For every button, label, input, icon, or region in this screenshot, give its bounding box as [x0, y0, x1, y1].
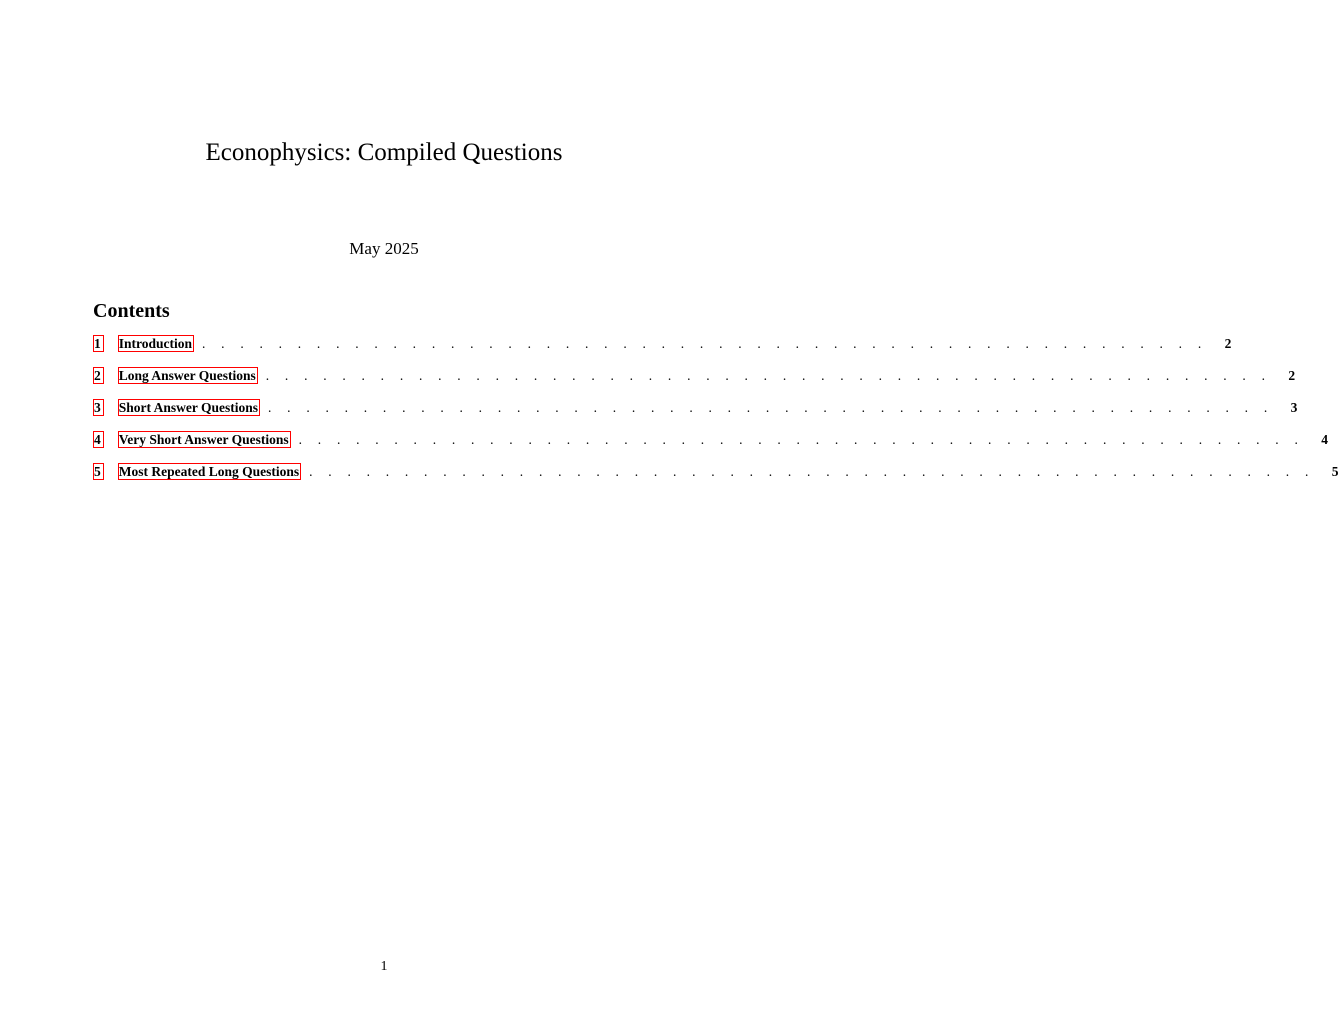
toc-entry-label[interactable]: Very Short Answer Questions — [118, 432, 289, 447]
toc-entry-number[interactable]: 5 — [93, 463, 104, 480]
toc-entry-page[interactable]: 2 — [1288, 368, 1296, 383]
page-number: 1 — [380, 959, 388, 974]
toc-link-introduction[interactable] — [93, 335, 194, 352]
toc-dot-leader: . . . . . . . . . . . . . . . . . . . . . . . . . . . . . . . . . . . . . . . . . . . . . . . . . . . . . — [268, 400, 1274, 415]
toc-link-long-answer[interactable] — [93, 367, 258, 384]
toc-entry-number[interactable]: 3 — [93, 399, 104, 416]
toc-entry-label[interactable]: Most Repeated Long Questions — [118, 464, 300, 479]
toc-entry-page[interactable]: 3 — [1290, 400, 1298, 415]
toc-dot-leader: . . . . . . . . . . . . . . . . . . . . . . . . . . . . . . . . . . . . . . . . . . . . . . . . . . . . . — [265, 368, 1272, 383]
toc-entry-page[interactable]: 4 — [1321, 432, 1329, 447]
toc-entry-introduction — [93, 334, 1232, 366]
toc-entry-number[interactable]: 1 — [93, 335, 104, 352]
toc-entry-most-repeated — [93, 462, 1339, 494]
toc-link-most-repeated[interactable] — [93, 463, 301, 480]
document-title: Econophysics: Compiled Questions — [205, 139, 563, 166]
toc-entry-number[interactable]: 4 — [93, 431, 104, 448]
toc-entry-page[interactable]: 5 — [1331, 464, 1339, 479]
table-of-contents — [93, 334, 1339, 494]
toc-entry-number[interactable]: 2 — [93, 367, 104, 384]
toc-entry-short-answer — [93, 398, 1298, 430]
toc-link-very-short-answer[interactable] — [93, 431, 291, 448]
toc-entry-page[interactable]: 2 — [1224, 336, 1232, 351]
toc-dot-leader: . . . . . . . . . . . . . . . . . . . . . . . . . . . . . . . . . . . . . . . . . . . . . . . . . . . . . — [202, 336, 1208, 351]
toc-entry-long-answer — [93, 366, 1296, 398]
document-date: May 2025 — [349, 239, 419, 258]
toc-entry-label[interactable]: Long Answer Questions — [118, 368, 256, 383]
toc-entry-label[interactable]: Introduction — [118, 336, 193, 351]
toc-entry-very-short-answer — [93, 430, 1329, 462]
contents-heading: Contents — [93, 300, 170, 322]
toc-link-short-answer[interactable] — [93, 399, 260, 416]
toc-entry-label[interactable]: Short Answer Questions — [118, 400, 259, 415]
toc-dot-leader: . . . . . . . . . . . . . . . . . . . . . . . . . . . . . . . . . . . . . . . . . . . . . . . . . . . . . — [309, 464, 1315, 479]
toc-dot-leader: . . . . . . . . . . . . . . . . . . . . . . . . . . . . . . . . . . . . . . . . . . . . . . . . . . . . . — [298, 432, 1305, 447]
